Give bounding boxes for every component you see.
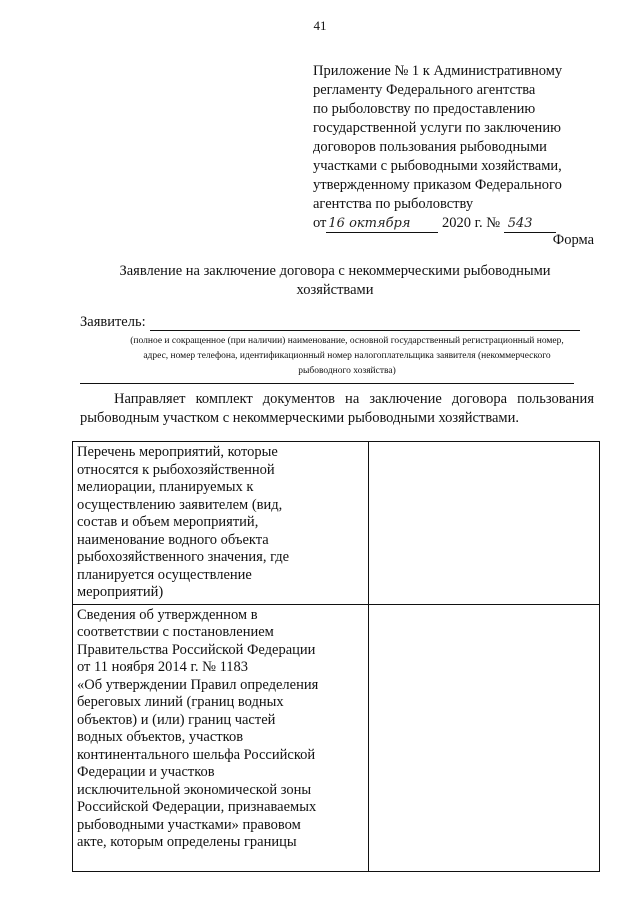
cell-line: мелиорации, планируемых к xyxy=(77,479,254,495)
appendix-line: утвержденному приказом Федерального xyxy=(313,177,562,193)
cell-line: Правительства Российской Федерации xyxy=(77,641,316,658)
applicant-label: Заявитель: xyxy=(80,314,146,330)
table-row xyxy=(73,442,600,605)
cell-line: исключительной экономической зоны xyxy=(77,781,312,798)
appendix-line: участками с рыбоводными хозяйствами, xyxy=(313,158,562,174)
cell-line: мероприятий) xyxy=(77,584,164,600)
appendix-line: регламенту Федерального агентства xyxy=(313,82,536,98)
table-cell-value[interactable] xyxy=(369,604,600,871)
applicant-note xyxy=(82,334,612,379)
cell-line: осуществлению заявителем (вид, xyxy=(77,496,283,513)
applicant-note-line: (полное и сокращенное (при наличии) наименование, основной государственный регистрационный номер, xyxy=(130,336,564,346)
table-cell-label xyxy=(73,442,369,605)
cell-line: «Об утверждении Правил определения xyxy=(77,676,319,693)
applicant-input-line[interactable] xyxy=(150,316,580,331)
cell-line: Федерации и участков xyxy=(77,764,215,780)
cell-line: водных объектов, участков xyxy=(77,729,244,745)
info-table xyxy=(72,441,600,872)
order-prefix: от xyxy=(313,215,327,231)
order-year: 2020 г. № xyxy=(442,215,501,231)
appendix-line: агентства по рыболовству xyxy=(313,196,474,212)
applicant-row xyxy=(80,314,580,331)
order-reference xyxy=(313,214,603,233)
form-label: Форма xyxy=(552,232,594,248)
appendix-line: договоров пользования рыбоводными xyxy=(313,139,547,155)
table-row xyxy=(73,604,600,871)
cell-line: Перечень мероприятий, которые xyxy=(77,444,278,460)
separator-line xyxy=(80,383,574,384)
document-title xyxy=(80,262,590,300)
table-cell-value[interactable] xyxy=(369,442,600,605)
appendix-line: Приложение № 1 к Административному xyxy=(313,63,563,79)
body-line: Направляет комплект документов на заключение договора пользования xyxy=(114,391,594,407)
cell-line: от 11 ноября 2014 г. № 1183 xyxy=(77,659,249,675)
cell-line: акте, которым определены границы xyxy=(77,834,297,850)
cell-line: соответствии с постановлением xyxy=(77,624,274,640)
table-cell-label xyxy=(73,604,369,871)
cell-line: континентального шельфа Российской xyxy=(77,746,316,763)
cell-line: рыбохозяйственного значения, где xyxy=(77,549,290,565)
body-paragraph xyxy=(80,390,594,428)
cell-line: планируется осуществление xyxy=(77,566,252,583)
title-line: хозяйствами xyxy=(296,282,374,298)
page-number: 41 xyxy=(313,18,327,33)
cell-line: рыбоводными участками» правовом xyxy=(77,816,301,833)
order-number-handwritten: 543 xyxy=(504,215,556,233)
cell-line: состав и объем мероприятий, xyxy=(77,514,259,530)
title-line: Заявление на заключение договора с некоммерческими рыбоводными xyxy=(119,263,551,279)
applicant-note-line: адрес, номер телефона, идентификационный номер налогоплательщика заявителя (некоммерческого xyxy=(143,351,551,361)
cell-line: береговых линий (границ водных xyxy=(77,694,284,710)
cell-line: объектов) и (или) границ частей xyxy=(77,711,276,728)
order-date-handwritten: 16 октября xyxy=(326,215,438,233)
appendix-line: государственной услуги по заключению xyxy=(313,120,561,136)
body-line: рыбоводным участком с некоммерческими рыбоводными хозяйствами. xyxy=(80,410,519,426)
appendix-header xyxy=(313,62,603,233)
cell-line: Сведения об утвержденном в xyxy=(77,606,258,623)
cell-line: Российской Федерации, признаваемых xyxy=(77,799,317,815)
cell-line: относятся к рыбохозяйственной xyxy=(77,461,275,478)
applicant-note-line: рыбоводного хозяйства) xyxy=(298,366,396,376)
appendix-line: по рыболовству по предоставлению xyxy=(313,101,536,117)
cell-line: наименование водного объекта xyxy=(77,531,269,548)
